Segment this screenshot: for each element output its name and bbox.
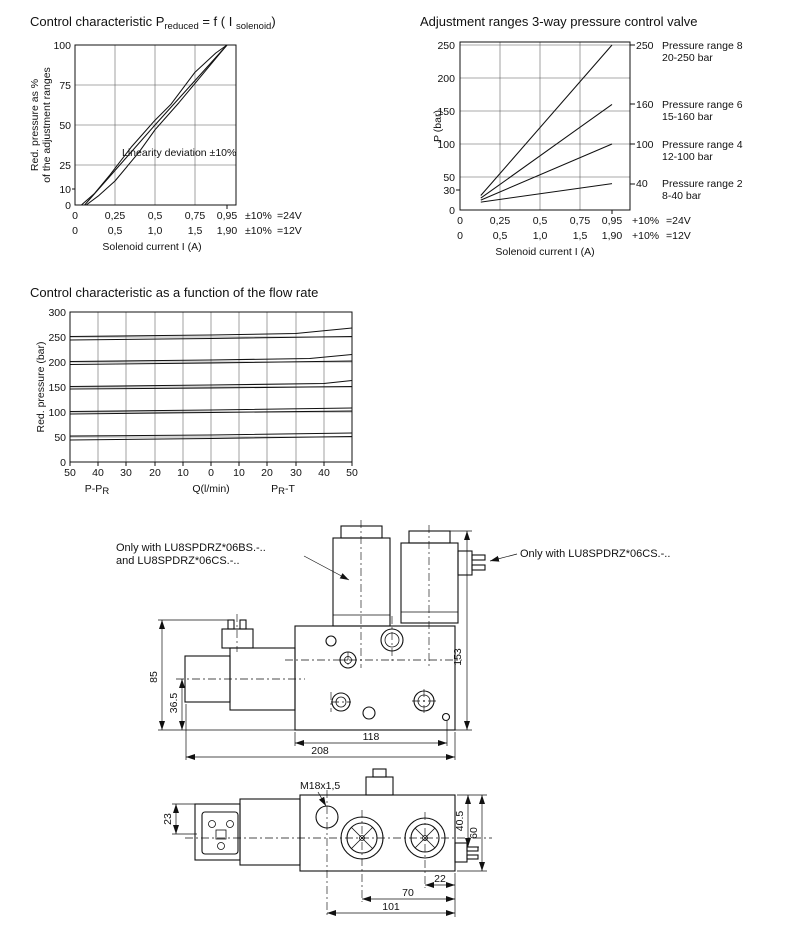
dim-70 [362,887,455,899]
note-right: Only with LU8SPDRZ*06CS.-.. [520,548,671,560]
ytick: 50 [54,432,66,444]
xtick: 0,75 [184,210,206,222]
range-value: 160 [636,99,654,111]
xtick: 20 [261,467,273,479]
voltage-label: =12V [666,230,691,242]
dim-23 [162,804,197,834]
range-span: 20-250 bar [662,52,713,64]
xtick: 1,5 [572,230,588,242]
range-name: Pressure range 8 [662,40,743,52]
pilot-valve-body-front [240,799,300,865]
xtick: 1,5 [187,225,203,237]
xtick: 0,5 [147,210,163,222]
xtick: 0,95 [216,210,238,222]
range-name: Pressure range 6 [662,99,743,111]
dim-36-5 [168,679,182,730]
series-pressure-range-4-12-100-bar [481,144,612,200]
xtick: 10 [233,467,245,479]
solenoid-coil-1-cap [341,526,382,538]
ytick: 200 [437,73,455,85]
svg-text:40.5: 40.5 [454,810,466,832]
dim-22 [425,873,455,917]
pilot-valve-connector [222,629,253,648]
chart-adjustment-ranges [420,14,743,258]
chart3-x-tick-labels [64,467,358,479]
xtick: 0 [208,467,214,479]
xtick: 1,0 [532,230,548,242]
xtick: 0 [457,215,463,227]
range-value: 250 [636,40,654,52]
svg-text:36.5: 36.5 [168,692,180,714]
xtick: 1,90 [216,225,238,237]
ytick: 100 [437,139,455,151]
note-left-leader [304,556,349,580]
xtick: 0,25 [104,210,126,222]
port [443,714,450,721]
m18-leader [318,792,326,806]
dim-208 [186,704,455,760]
chart1-title: Control characteristic $P_{reduced} = f$ ( I $_{solenoid}$) [30,14,276,32]
xtick: 50 [346,467,358,479]
svg-text:208: 208 [311,745,329,757]
chart-flow-rate [30,285,358,497]
xtick: 0,5 [532,215,548,227]
chart2-xlabel: Solenoid current I (A) [495,246,595,258]
series-pressure-range-8-20-250-bar [481,45,612,196]
din-connector-face [202,812,238,854]
chart1-ylabel-line2: of the adjustment ranges [41,67,53,183]
xtick: 0 [72,225,78,237]
note-left-line1: Only with LU8SPDRZ*06BS.-.. [116,542,266,554]
chart1-x-tick-labels-24v [72,210,302,222]
port-centerlines [331,652,436,713]
chart1-x-tick-labels-12v [72,225,302,237]
ytick: 0 [65,200,71,212]
xtick: 10 [177,467,189,479]
connector-pin [467,855,478,859]
range-name: Pressure range 2 [662,178,743,190]
series-pressure-range-2-8-40-bar [481,184,612,203]
connector-pin [467,847,478,851]
ytick: 30 [443,185,455,197]
tolerance-label: ±10% [245,225,272,237]
svg-text:118: 118 [362,731,380,743]
coil-2-connector [458,551,472,575]
ytick: 250 [437,40,455,52]
ytick: 250 [48,332,66,344]
note-right-leader [490,554,517,561]
svg-text:153: 153 [452,648,464,666]
chart3-y-tick-labels [48,307,66,469]
ytick: 25 [59,160,71,172]
centerlines [185,790,492,916]
ytick: 75 [59,80,71,92]
svg-text:85: 85 [148,671,160,683]
range-name: Pressure range 4 [662,139,743,151]
block-ports [326,629,450,721]
screw-plug-port-2 [405,818,445,858]
dim-60 [457,795,487,871]
svg-text:70: 70 [402,887,414,899]
svg-text:23: 23 [162,813,174,825]
range-span: 15-160 bar [662,111,713,123]
xtick: 40 [318,467,330,479]
xtick: 0 [72,210,78,222]
chart2-range-labels [636,40,743,202]
svg-text:22: 22 [434,873,446,885]
m18-label: M18x1,5 [300,780,341,792]
side-connector [455,843,467,862]
range-value: 40 [636,178,648,190]
xtick: 1,0 [147,225,163,237]
svg-text:60: 60 [468,827,480,839]
tolerance-label: +10% [632,215,660,227]
chart-control-characteristic [29,14,302,253]
chart3-xlabel-left: P-PR [84,483,110,497]
tolerance-label: +10% [632,230,660,242]
voltage-label: =12V [277,225,302,237]
chart1-ylabel-line1: Red. pressure as % [29,78,41,172]
xtick: 30 [120,467,132,479]
tolerance-label: ±10% [245,210,272,222]
xtick: 0,25 [489,215,511,227]
connector-pin [472,555,485,560]
ytick: 150 [437,106,455,118]
voltage-label: =24V [666,215,691,227]
chart2-extra-ticks [456,45,635,214]
range-span: 8-40 bar [662,190,702,202]
xtick: 50 [64,467,76,479]
chart1-annotation: Linearity deviation ±10% [122,147,237,159]
chart2-x-tick-labels-24v [457,215,691,227]
chart2-series [481,45,612,202]
connector-pin [228,620,234,629]
port [326,636,336,646]
chart2-x-tick-labels-12v [457,230,691,242]
chart3-title: Control characteristic as a function of the flow rate [30,285,319,300]
solenoid-coil-1 [333,538,390,626]
chart3-xlabel-center: Q(l/min) [192,483,230,495]
ytick: 0 [449,205,455,217]
range-span: 12-100 bar [662,151,713,163]
ytick: 10 [59,184,71,196]
dim-101 [327,901,455,913]
port [363,707,375,719]
chart3-x-ticks [70,462,352,466]
ytick: 0 [60,457,66,469]
connector-pin [472,565,485,570]
drawing-front-view [162,769,492,917]
chart2-title: Adjustment ranges 3-way pressure control valve [420,14,698,29]
ytick: 100 [53,40,71,52]
connector-pin [240,620,246,629]
chart1-xlabel: Solenoid current I (A) [102,241,202,253]
series-pressure-range-6-15-160-bar [481,104,612,198]
ytick: 50 [443,172,455,184]
top-connector [366,777,393,795]
ytick: 50 [59,120,71,132]
solenoid-coil-2-cap [409,531,450,543]
note-left-line2: and LU8SPDRZ*06CS.-.. [116,555,240,567]
chart2-ylabel: P (bar) [432,110,444,142]
xtick: 0,5 [107,225,123,237]
xtick: 20 [149,467,161,479]
drawing-side-view [116,520,670,760]
solenoid-coil-2 [401,543,458,623]
svg-text:101: 101 [382,901,400,913]
ytick: 150 [48,382,66,394]
screw-plug-port-1 [341,817,383,859]
top-connector-pin [373,769,386,777]
range-value: 100 [636,139,654,151]
ytick: 200 [48,357,66,369]
pilot-valve-end [185,656,230,702]
chart1-y-tick-labels [53,40,71,212]
xtick: 0,75 [569,215,591,227]
dim-118 [295,721,447,746]
xtick: 40 [92,467,104,479]
dim-153 [449,531,472,730]
xtick: 30 [290,467,302,479]
xtick: 1,90 [601,230,623,242]
ytick: 100 [48,407,66,419]
chart3-xlabel-right: PR-T [271,483,295,497]
chart3-ylabel: Red. pressure (bar) [35,341,47,433]
xtick: 0 [457,230,463,242]
xtick: 0,95 [601,215,623,227]
xtick: 0,5 [492,230,508,242]
ytick: 300 [48,307,66,319]
voltage-label: =24V [277,210,302,222]
